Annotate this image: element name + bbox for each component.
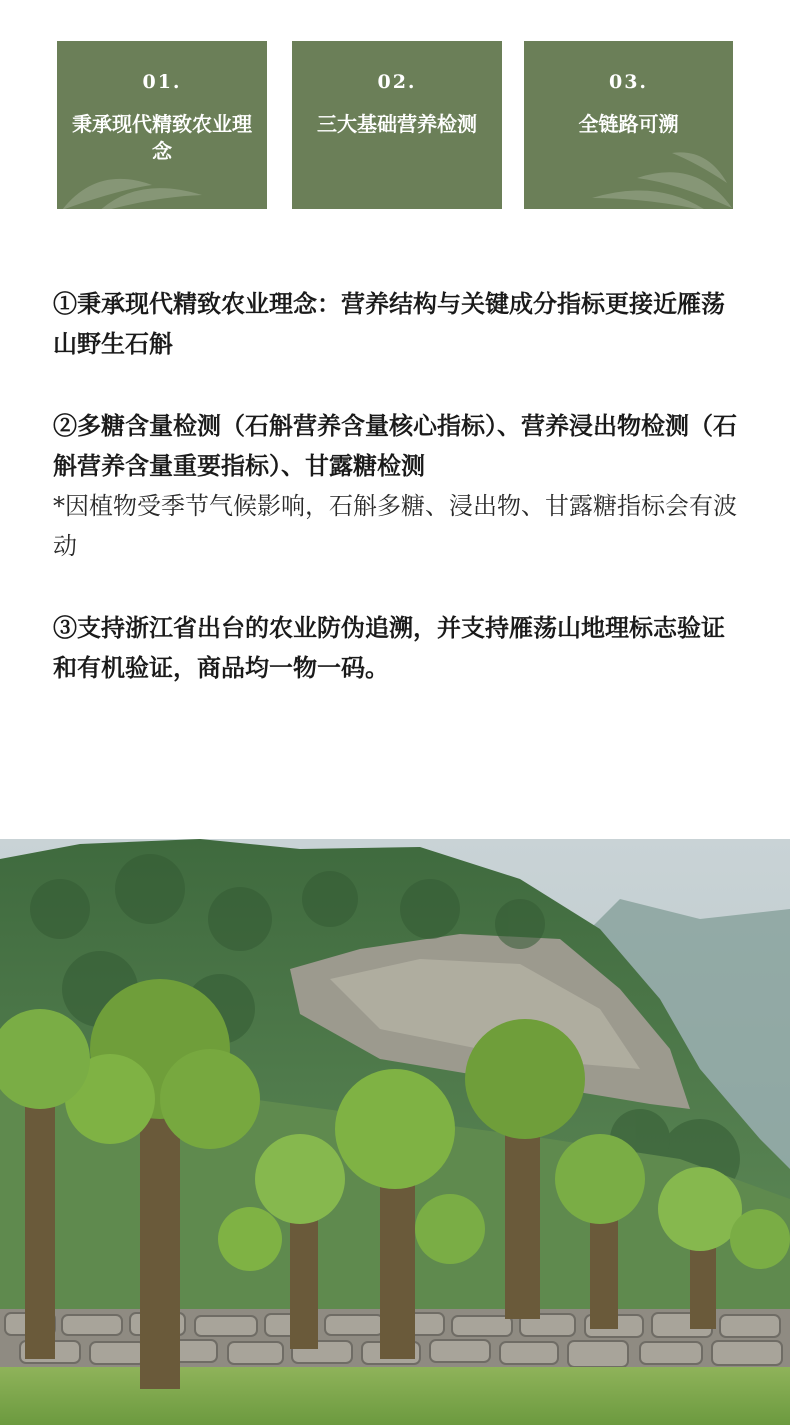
description-section <box>53 284 743 688</box>
feature-card-3 <box>524 41 733 209</box>
paragraph-2: ②多糖含量检测（石斛营养含量核心指标）、营养浸出物检测（石斛营养含量重要指标）、甘露糖检测 <box>53 411 737 480</box>
feature-card-1 <box>57 41 267 209</box>
leaf-decoration-icon <box>587 143 733 209</box>
landscape-illustration <box>0 839 790 1425</box>
card-title: 全链路可溯 <box>578 112 679 136</box>
card-title: 秉承现代精致农业理念 <box>72 112 252 163</box>
feature-cards <box>57 41 733 209</box>
paragraph-3: ③支持浙江省出台的农业防伪追溯，并支持雁荡山地理标志验证和有机验证，商品均一物一码。 <box>53 613 725 682</box>
feature-card-2 <box>292 41 502 209</box>
paragraph-2-note: *因植物受季节气候影响，石斛多糖、浸出物、甘露糖指标会有波动 <box>53 492 737 560</box>
card-number: 03. <box>608 71 649 93</box>
paragraph-1: ①秉承现代精致农业理念：营养结构与关键成分指标更接近雁荡山野生石斛 <box>53 289 725 358</box>
card-number: 02. <box>377 71 417 93</box>
card-title: 三大基础营养检测 <box>317 112 477 136</box>
card-number: 01. <box>142 71 182 93</box>
mountain-dendrobium-photo <box>0 839 790 1425</box>
